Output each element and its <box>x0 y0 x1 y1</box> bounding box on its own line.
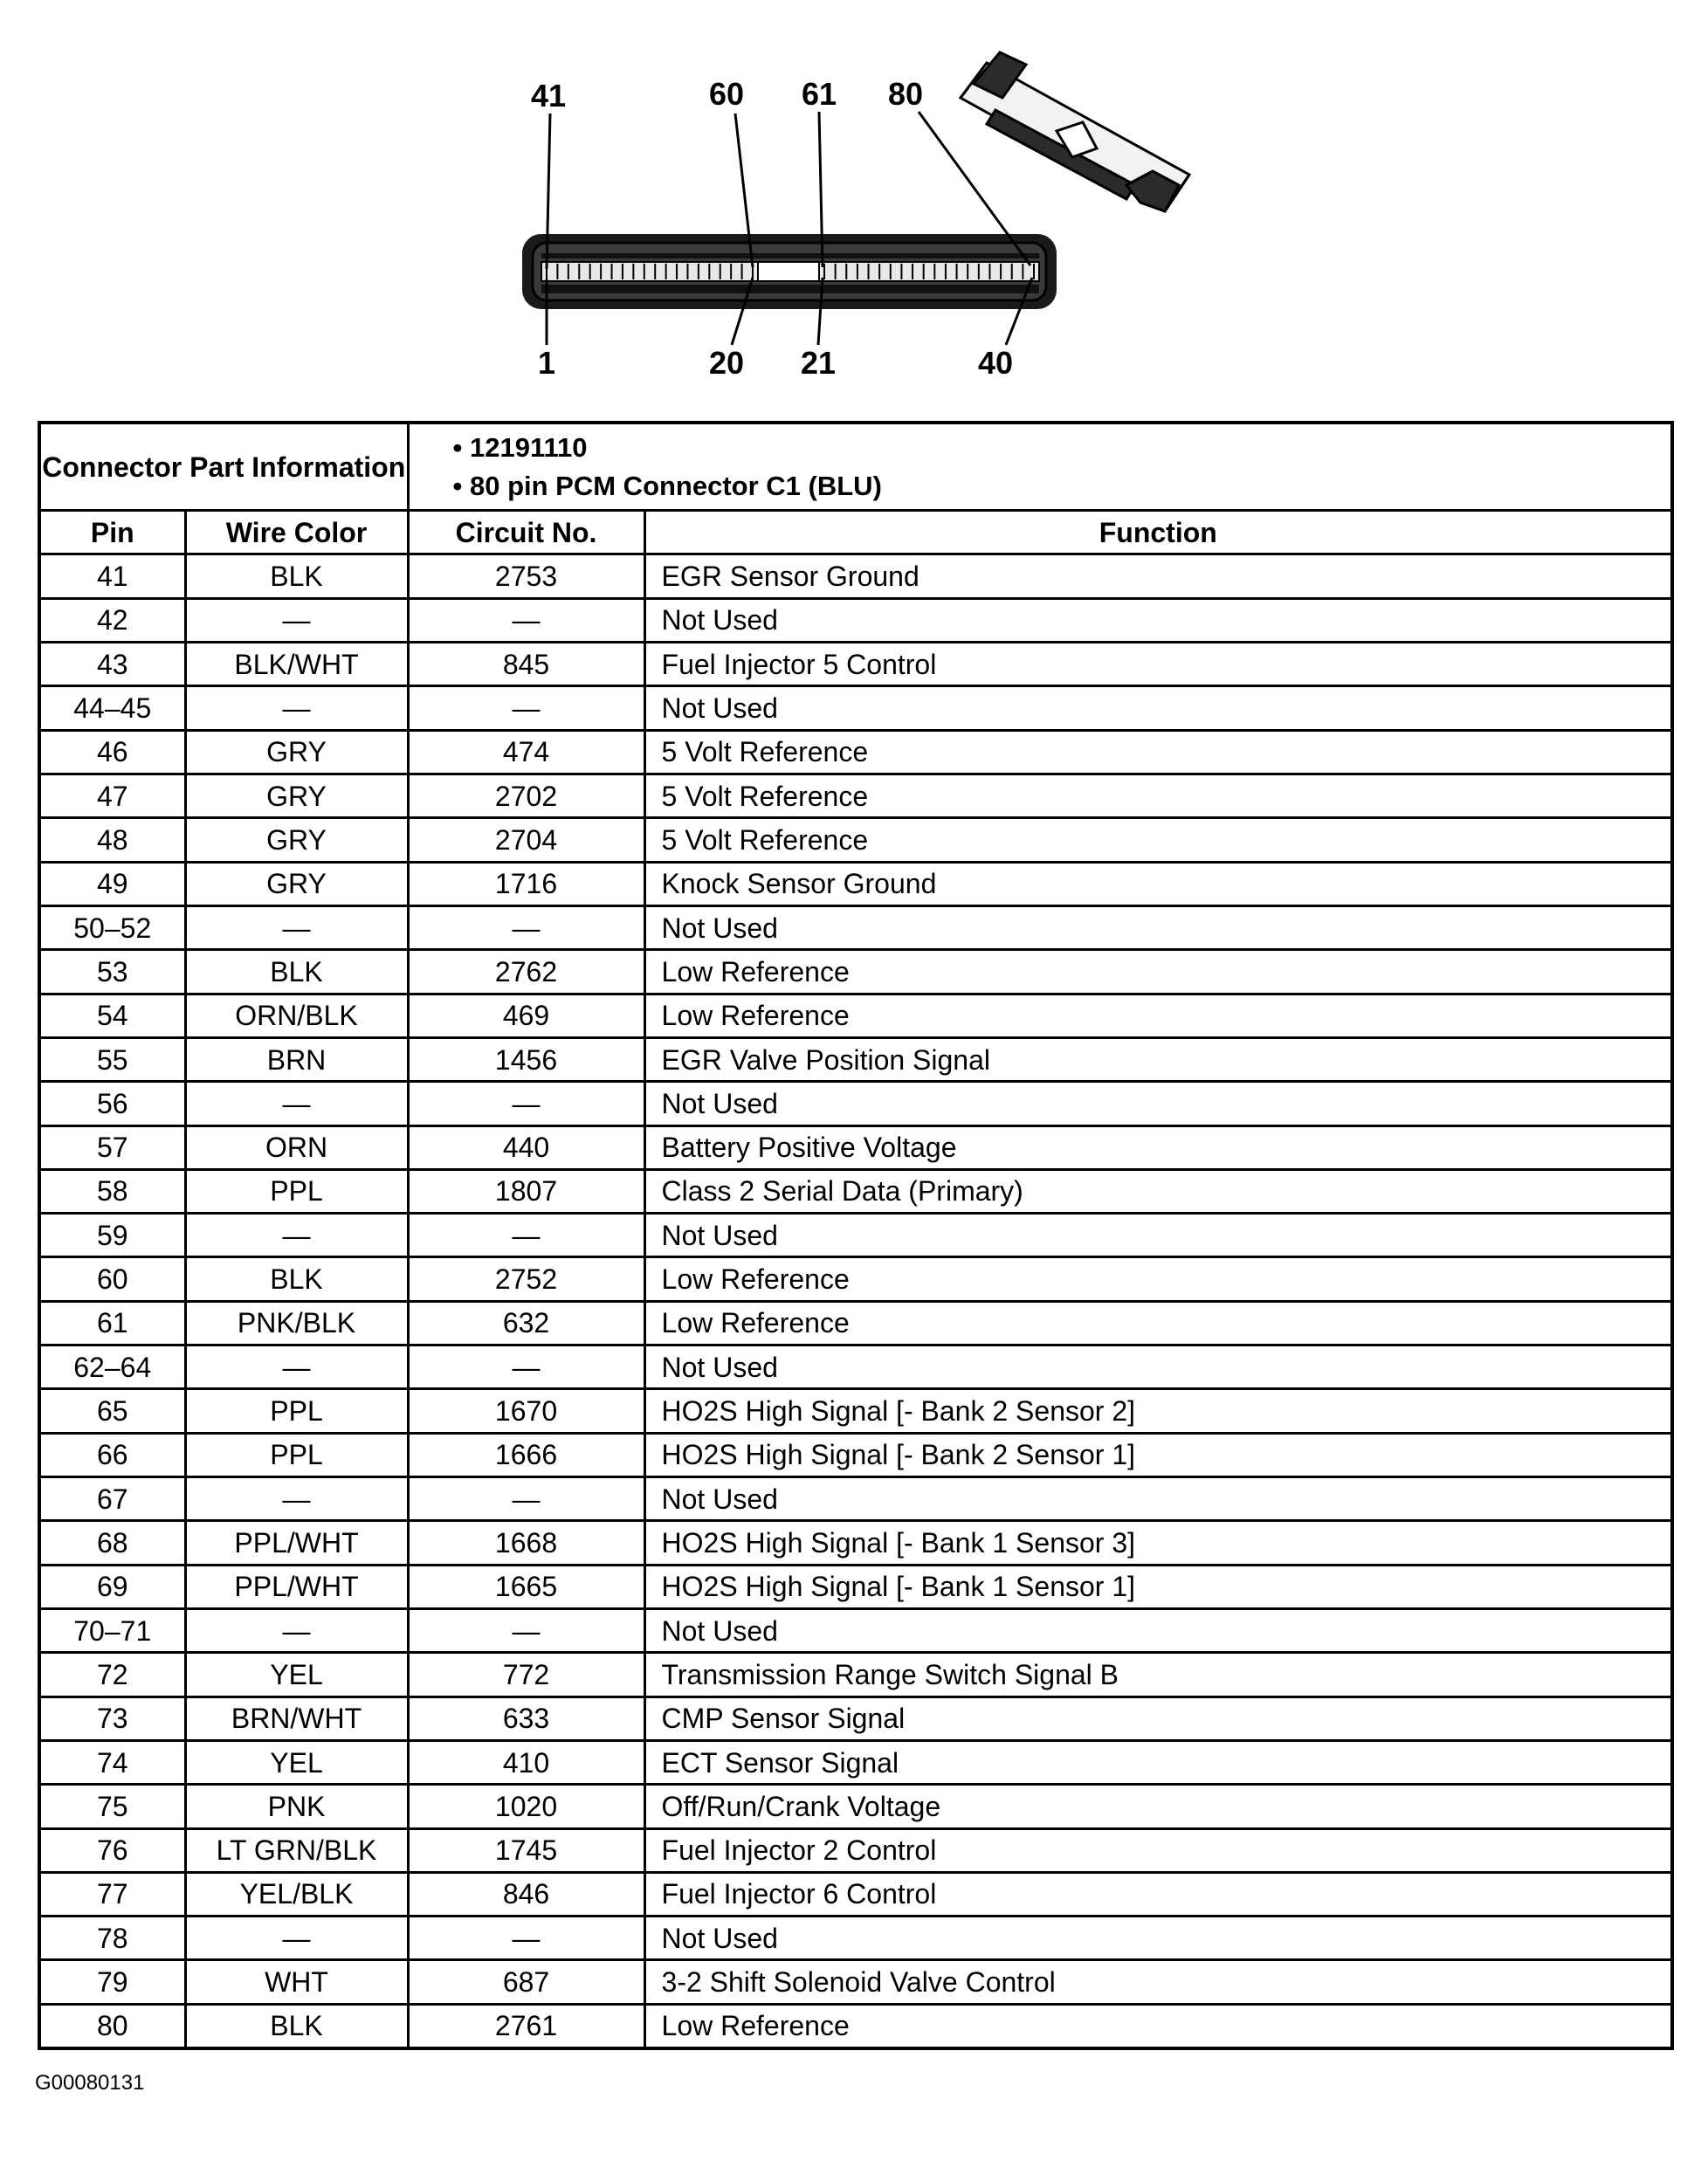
figure-id: G00080131 <box>35 2071 145 2095</box>
function-cell: Not Used <box>644 1082 1672 1125</box>
pin-label-40: 40 <box>977 345 1014 381</box>
wire-color-cell: PPL <box>185 1389 408 1433</box>
circuit-no-cell: — <box>408 1345 644 1389</box>
pin-cell: 74 <box>39 1740 185 1784</box>
function-cell: Low Reference <box>644 2004 1672 2048</box>
table-row <box>39 1037 1672 1081</box>
circuit-no-cell: 1670 <box>408 1389 644 1433</box>
circuit-no-cell: 2702 <box>408 774 644 818</box>
pin-cell: 75 <box>39 1785 185 1828</box>
connector-info-row <box>39 423 1672 511</box>
table-row <box>39 862 1672 905</box>
pin-label-61: 61 <box>801 76 837 112</box>
function-cell: Low Reference <box>644 950 1672 994</box>
table-row <box>39 1521 1672 1565</box>
circuit-no-cell: 846 <box>408 1872 644 1916</box>
wire-color-cell: BLK <box>185 554 408 598</box>
pin-label-41: 41 <box>530 78 567 114</box>
circuit-no-cell: 687 <box>408 1960 644 2004</box>
circuit-no-cell: 772 <box>408 1653 644 1696</box>
function-cell: Low Reference <box>644 1257 1672 1301</box>
wire-color-cell: PPL/WHT <box>185 1565 408 1608</box>
circuit-no-cell: — <box>408 1477 644 1521</box>
function-cell: ECT Sensor Signal <box>644 1740 1672 1784</box>
circuit-no-cell: 1807 <box>408 1169 644 1213</box>
wire-color-cell: — <box>185 686 408 730</box>
function-cell: 5 Volt Reference <box>644 730 1672 774</box>
table-row <box>39 1477 1672 1521</box>
circuit-no-cell: — <box>408 1082 644 1125</box>
circuit-no-cell: 1665 <box>408 1565 644 1608</box>
wire-color-cell: PPL/WHT <box>185 1521 408 1565</box>
circuit-no-cell: 2761 <box>408 2004 644 2048</box>
circuit-no-cell: 633 <box>408 1696 644 1740</box>
pin-cell: 77 <box>39 1872 185 1916</box>
pin-cell: 58 <box>39 1169 185 1213</box>
circuit-no-cell: 2753 <box>408 554 644 598</box>
wire-color-cell: — <box>185 905 408 949</box>
connector-body <box>522 234 1057 309</box>
pin-cell: 56 <box>39 1082 185 1125</box>
circuit-no-cell: 2752 <box>408 1257 644 1301</box>
function-cell: Not Used <box>644 1477 1672 1521</box>
function-cell: Fuel Injector 2 Control <box>644 1828 1672 1872</box>
circuit-no-cell: 632 <box>408 1301 644 1345</box>
connector-info-list <box>410 429 1671 506</box>
table-row <box>39 1301 1672 1345</box>
function-cell: Transmission Range Switch Signal B <box>644 1653 1672 1696</box>
pin-label-1: 1 <box>537 345 556 381</box>
circuit-no-cell: 474 <box>408 730 644 774</box>
table-row <box>39 1740 1672 1784</box>
wire-color-cell: — <box>185 1608 408 1652</box>
pin-cell: 76 <box>39 1828 185 1872</box>
function-cell: Low Reference <box>644 1301 1672 1345</box>
table-row <box>39 1169 1672 1213</box>
function-cell: 5 Volt Reference <box>644 818 1672 862</box>
wire-color-cell: ORN/BLK <box>185 994 408 1037</box>
function-cell: Low Reference <box>644 994 1672 1037</box>
wire-color-cell: YEL <box>185 1653 408 1696</box>
wire-color-cell: BLK <box>185 2004 408 2048</box>
pin-cell: 62–64 <box>39 1345 185 1389</box>
function-cell: Not Used <box>644 1214 1672 1257</box>
circuit-no-cell: 1716 <box>408 862 644 905</box>
function-cell: EGR Valve Position Signal <box>644 1037 1672 1081</box>
part-number: • 12191110 <box>453 429 1671 467</box>
pinout-table <box>38 421 1674 2050</box>
table-row <box>39 1917 1672 1960</box>
table-row <box>39 1565 1672 1608</box>
pin-cell: 43 <box>39 643 185 686</box>
table-row <box>39 950 1672 994</box>
circuit-no-cell: 2762 <box>408 950 644 994</box>
table-row <box>39 905 1672 949</box>
wire-color-cell: PPL <box>185 1433 408 1476</box>
function-cell: Class 2 Serial Data (Primary) <box>644 1169 1672 1213</box>
header-row <box>39 511 1672 554</box>
wire-color-cell: PNK/BLK <box>185 1301 408 1345</box>
table-row <box>39 994 1672 1037</box>
circuit-no-cell: 1020 <box>408 1785 644 1828</box>
wire-color-cell: GRY <box>185 774 408 818</box>
function-cell: Not Used <box>644 905 1672 949</box>
pin-cell: 53 <box>39 950 185 994</box>
function-cell: CMP Sensor Signal <box>644 1696 1672 1740</box>
table-row <box>39 2004 1672 2048</box>
circuit-no-cell: 2704 <box>408 818 644 862</box>
function-cell: Not Used <box>644 1345 1672 1389</box>
pin-cell: 79 <box>39 1960 185 2004</box>
pin-cell: 65 <box>39 1389 185 1433</box>
wire-color-cell: GRY <box>185 818 408 862</box>
circuit-no-cell: 1745 <box>408 1828 644 1872</box>
wire-color-cell: BRN/WHT <box>185 1696 408 1740</box>
pin-label-60: 60 <box>708 76 745 112</box>
wire-color-cell: YEL/BLK <box>185 1872 408 1916</box>
wire-color-cell: — <box>185 1477 408 1521</box>
table-row <box>39 1214 1672 1257</box>
pin-cell: 46 <box>39 730 185 774</box>
wire-color-cell: YEL <box>185 1740 408 1784</box>
table-row <box>39 598 1672 642</box>
table-row <box>39 1608 1672 1652</box>
wire-color-cell: — <box>185 1345 408 1389</box>
wire-color-cell: BLK/WHT <box>185 643 408 686</box>
function-cell: HO2S High Signal [- Bank 2 Sensor 1] <box>644 1433 1672 1476</box>
wire-color-cell: GRY <box>185 862 408 905</box>
col-header-function: Function <box>644 511 1672 554</box>
pin-cell: 69 <box>39 1565 185 1608</box>
table-row <box>39 643 1672 686</box>
connector-diagram <box>0 0 1708 384</box>
circuit-no-cell: — <box>408 905 644 949</box>
pin-cell: 61 <box>39 1301 185 1345</box>
table-row <box>39 774 1672 818</box>
wire-color-cell: BLK <box>185 1257 408 1301</box>
pin-cell: 50–52 <box>39 905 185 949</box>
pin-cell: 44–45 <box>39 686 185 730</box>
pin-cell: 54 <box>39 994 185 1037</box>
pin-cell: 68 <box>39 1521 185 1565</box>
table-row <box>39 1828 1672 1872</box>
pin-cell: 66 <box>39 1433 185 1476</box>
circuit-no-cell: — <box>408 1214 644 1257</box>
function-cell: Knock Sensor Ground <box>644 862 1672 905</box>
col-header-pin: Pin <box>39 511 185 554</box>
pin-cell: 60 <box>39 1257 185 1301</box>
wire-color-cell: WHT <box>185 1960 408 2004</box>
function-cell: 5 Volt Reference <box>644 774 1672 818</box>
function-cell: Off/Run/Crank Voltage <box>644 1785 1672 1828</box>
pin-cell: 41 <box>39 554 185 598</box>
pin-cell: 55 <box>39 1037 185 1081</box>
pin-label-21: 21 <box>800 345 837 381</box>
col-header-wire-color: Wire Color <box>185 511 408 554</box>
pin-cell: 70–71 <box>39 1608 185 1652</box>
function-cell: Fuel Injector 6 Control <box>644 1872 1672 1916</box>
wire-color-cell: — <box>185 598 408 642</box>
circuit-no-cell: — <box>408 598 644 642</box>
table-row <box>39 554 1672 598</box>
function-cell: Not Used <box>644 686 1672 730</box>
table-row <box>39 1960 1672 2004</box>
function-cell: Not Used <box>644 598 1672 642</box>
pin-cell: 42 <box>39 598 185 642</box>
pin-cell: 59 <box>39 1214 185 1257</box>
wire-color-cell: GRY <box>185 730 408 774</box>
table-row <box>39 1785 1672 1828</box>
wire-color-cell: ORN <box>185 1125 408 1169</box>
wire-color-cell: BRN <box>185 1037 408 1081</box>
col-header-circuit-no: Circuit No. <box>408 511 644 554</box>
function-cell: HO2S High Signal [- Bank 1 Sensor 1] <box>644 1565 1672 1608</box>
pin-cell: 78 <box>39 1917 185 1960</box>
circuit-no-cell: 1668 <box>408 1521 644 1565</box>
circuit-no-cell: 440 <box>408 1125 644 1169</box>
circuit-no-cell: — <box>408 1608 644 1652</box>
wire-color-cell: BLK <box>185 950 408 994</box>
function-cell: HO2S High Signal [- Bank 1 Sensor 3] <box>644 1521 1672 1565</box>
pin-cell: 47 <box>39 774 185 818</box>
pin-cell: 48 <box>39 818 185 862</box>
connector-info-cell <box>408 423 1672 511</box>
connector-info-label: Connector Part Information <box>39 423 408 511</box>
function-cell: EGR Sensor Ground <box>644 554 1672 598</box>
connector-description: • 80 pin PCM Connector C1 (BLU) <box>453 467 1671 506</box>
pin-cell: 73 <box>39 1696 185 1740</box>
pin-cell: 67 <box>39 1477 185 1521</box>
circuit-no-cell: — <box>408 1917 644 1960</box>
pin-cell: 57 <box>39 1125 185 1169</box>
circuit-no-cell: 845 <box>408 643 644 686</box>
pin-cell: 72 <box>39 1653 185 1696</box>
circuit-no-cell: 410 <box>408 1740 644 1784</box>
pin-label-80: 80 <box>887 76 924 112</box>
wire-color-cell: LT GRN/BLK <box>185 1828 408 1872</box>
leader-lines <box>547 112 1032 345</box>
function-cell: HO2S High Signal [- Bank 2 Sensor 2] <box>644 1389 1672 1433</box>
wire-color-cell: — <box>185 1917 408 1960</box>
pin-label-20: 20 <box>708 345 745 381</box>
table-row <box>39 1433 1672 1476</box>
function-cell: Battery Positive Voltage <box>644 1125 1672 1169</box>
circuit-no-cell: 469 <box>408 994 644 1037</box>
circuit-no-cell: — <box>408 686 644 730</box>
wire-color-cell: PNK <box>185 1785 408 1828</box>
table-row <box>39 1125 1672 1169</box>
table-row <box>39 1345 1672 1389</box>
circuit-no-cell: 1456 <box>408 1037 644 1081</box>
table-row <box>39 1696 1672 1740</box>
wire-color-cell: — <box>185 1082 408 1125</box>
wire-color-cell: — <box>185 1214 408 1257</box>
function-cell: Fuel Injector 5 Control <box>644 643 1672 686</box>
table-row <box>39 686 1672 730</box>
function-cell: 3-2 Shift Solenoid Valve Control <box>644 1960 1672 2004</box>
table-row <box>39 1872 1672 1916</box>
table-row <box>39 1389 1672 1433</box>
connector-perspective-icon <box>961 52 1189 211</box>
table-row <box>39 1082 1672 1125</box>
pin-cell: 80 <box>39 2004 185 2048</box>
function-cell: Not Used <box>644 1608 1672 1652</box>
table-row <box>39 730 1672 774</box>
circuit-no-cell: 1666 <box>408 1433 644 1476</box>
table-row <box>39 1257 1672 1301</box>
function-cell: Not Used <box>644 1917 1672 1960</box>
table-row <box>39 818 1672 862</box>
wire-color-cell: PPL <box>185 1169 408 1213</box>
pin-cell: 49 <box>39 862 185 905</box>
table-row <box>39 1653 1672 1696</box>
